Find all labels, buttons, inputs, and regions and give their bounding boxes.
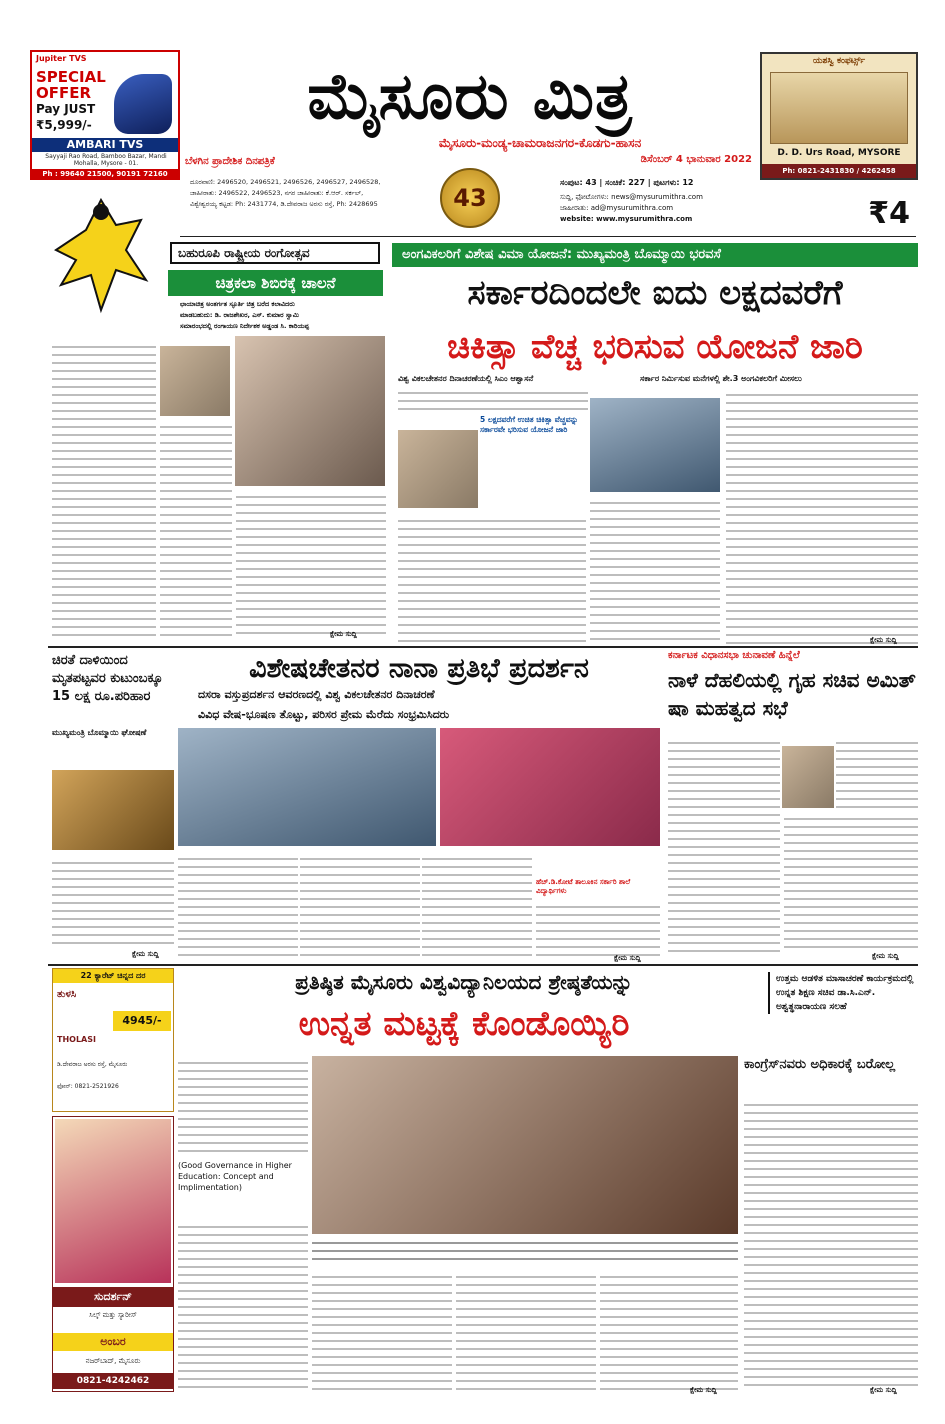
issue-date: ಡಿಸೆಂಬರ್ 4 ಭಾನುವಾರ 2022	[640, 154, 752, 165]
university-headline2: ಉನ್ನತ ಮಟ್ಟಕ್ಕೆ ಕೊಂಡೊಯ್ಯಿರಿ	[298, 1004, 630, 1044]
cheetah-byline: ಕ್ಷೇಮ ಸುದ್ದಿ	[132, 950, 159, 958]
ad-right-yashaswi[interactable]	[760, 52, 918, 180]
gold-brand: ತುಳಸಿ	[57, 989, 77, 1000]
sudarshan-city: ನಜರ್‌ಬಾದ್, ಮೈಸೂರು	[85, 1357, 141, 1365]
email-ad: ಜಾಹೀರಾತು: ad@mysurumithra.com	[560, 204, 674, 212]
gold-rate-title: 22 ಕ್ಯಾರೆಟ್ ಚಿನ್ನದ ದರ	[53, 969, 173, 983]
ad-left-headline3: Pay JUST	[36, 102, 96, 116]
photo-students-group	[178, 728, 436, 846]
top-left-kicker: ಬಹುರೂಪಿ ರಾಷ್ಟ್ರೀಯ ರಂಗೋತ್ಸವ	[170, 242, 380, 264]
congress-headline: ಕಾಂಗ್ರೆಸ್‌ನವರು ಅಧಿಕಾರಕ್ಕೆ ಬರೋಲ್ಲ	[744, 1057, 896, 1072]
amit-shah-body-col3	[784, 812, 918, 952]
gold-address: ಡಿ.ದೇವರಾಜ ಅರಸು ರಸ್ತೆ, ಮೈಸೂರು	[57, 1061, 128, 1068]
website: website: www.mysurumithra.com	[560, 215, 693, 223]
ad-left-tvs[interactable]	[30, 50, 180, 180]
lead-quote: 5 ಲಕ್ಷದವರೆಗೆ ಉಚಿತ ಚಿಕಿತ್ಸಾ ವೆಚ್ಚವನ್ನು ಸರ್ಕಾರವೇ ಭರಿಸುವ ಯೋಜನೆ ಜಾರಿ	[480, 415, 579, 434]
lead-strap: ಅಂಗವಿಕಲರಿಗೆ ವಿಶೇಷ ವಿಮಾ ಯೋಜನೆ: ಮುಖ್ಯಮಂತ್ರಿ ಬೊಮ್ಮಾಯಿ ಭರವಸೆ	[392, 243, 918, 267]
photo-amit-shah	[782, 746, 834, 808]
university-photo-caption	[312, 1236, 738, 1266]
top-left-body-col3	[236, 490, 386, 640]
ad-left-dealer: AMBARI TVS	[32, 138, 178, 152]
ad-right-phone: Ph: 0821-2431830 / 4262458	[762, 164, 916, 178]
exhibition-sub1: ದಸರಾ ವಸ್ತುಪ್ರದರ್ಶನ ಆವರಣದಲ್ಲಿ ವಿಶ್ವ ವಿಕಲಚೇತನರ ದಿನಾಚರಣೆ	[198, 688, 435, 701]
top-left-bullet2: ಮಾಡಬಹುದು: ಡಿ. ರಾಜಶೇಖರ, ಎಸ್. ಕುಮಾರ ಸ್ವಾಮಿ	[180, 311, 299, 319]
building-image	[770, 72, 908, 144]
congress-byline: ಕ್ಷೇಮ ಸುದ್ದಿ	[870, 1386, 897, 1394]
congress-body	[744, 1098, 918, 1390]
email-news: ಸುದ್ದಿ, ಫೋಟೋಗಳು: news@mysurumithra.com	[560, 193, 703, 201]
photo-model-saree	[55, 1119, 171, 1283]
lead-sub1: ವಿಶ್ವ ವಿಕಲಚೇತನರ ದಿನಾಚರಣೆಯಲ್ಲಿ ಸಿಎಂ ಆಶ್ವಾಸನೆ	[398, 374, 534, 383]
sudarshan-brand: ಸುದರ್ಶನ್	[53, 1287, 173, 1307]
scooter-image	[114, 74, 172, 134]
ad-left-headline2: OFFER	[36, 84, 92, 102]
university-side-note: ಉತ್ತಮ ಆಡಳಿತ ಮಾಸಾಚರಣೆ ಕಾರ್ಯಕ್ರಮದಲ್ಲಿ ಉನ್ನತ ಶಿಕ್ಷಣ ಸಚಿವ ಡಾ.ಸಿ.ಎನ್. ಅಶ್ವತ್ಥನಾರಾಯಣ ಸಲಹೆ	[768, 972, 918, 1014]
cheetah-headline: ಚಿರತೆ ದಾಳಿಯಿಂದ ಮೃತಪಟ್ಟವರ ಕುಟುಂಬಕ್ಕೂ 15 ಲಕ್ಷ ರೂ.ಪರಿಹಾರ	[52, 653, 163, 704]
university-body-col3	[456, 1270, 596, 1390]
university-body-col2	[312, 1270, 452, 1390]
phones-line2: ಜಾಹೀರಾತು: 2496522, 2496523, ನಗರ ಜಾಹೀರಾತು: ಕೆ.ಆರ್. ಸರ್ಕಲ್,	[190, 189, 364, 197]
photo-cheetah	[52, 770, 174, 850]
exhibition-byline: ಕ್ಷೇಮ ಸುದ್ದಿ	[614, 954, 641, 962]
issue-info: ಸಂಪುಟ: 43 | ಸಂಚಿಕೆ: 227 | ಪುಟಗಳು: 12	[560, 178, 694, 187]
photo-man-portrait	[160, 346, 230, 416]
amit-shah-headline: ನಾಳೆ ದೆಹಲಿಯಲ್ಲಿ ಗೃಹ ಸಚಿವ ಅಮಿತ್ ಷಾ ಮಹತ್ವದ ಸಭೆ	[668, 668, 916, 720]
exhibition-photo-caption: ಹೆಚ್.ಡಿ.ಕೋಟೆ ತಾಲೂಕಿನ ಸರ್ಕಾರಿ ಶಾಲೆ ವಿದ್ಯಾರ್ಥಿಗಳು	[536, 878, 631, 895]
exhibition-body-col4	[536, 900, 660, 960]
price: ₹4	[868, 196, 910, 231]
university-byline: ಕ್ಷೇಮ ಸುದ್ದಿ	[690, 1386, 717, 1394]
photo-hospital	[590, 398, 720, 492]
cheetah-sub: ಮುಖ್ಯಮಂತ್ರಿ ಬೊಮ್ಮಾಯಿ ಘೋಷಣೆ	[52, 728, 147, 737]
amit-shah-body-col2	[836, 736, 918, 808]
lead-headline1: ಸರ್ಕಾರದಿಂದಲೇ ಐದು ಲಕ್ಷದವರೆಗೆ	[467, 273, 843, 313]
ad-sudarshan[interactable]	[52, 1116, 174, 1392]
ad-left-phone: Ph : 99640 21500, 90191 72160	[32, 169, 178, 180]
newspaper-subtitle: ಮೈಸೂರು-ಮಂಡ್ಯ-ಚಾಮರಾಜನಗರ-ಕೊಡಗು-ಹಾಸನ	[438, 136, 642, 150]
anniversary-badge	[440, 168, 500, 228]
university-body-col4	[600, 1270, 738, 1390]
ad-left-amount: ₹5,999/-	[36, 118, 92, 132]
ad-right-brand: ಯಶಸ್ವಿ ಕಂಫರ್ಟ್ಸ್	[812, 56, 866, 66]
ambara-brand: ಅಂಬರ	[53, 1333, 173, 1351]
amit-shah-body-col1	[668, 736, 780, 952]
sudarshan-sub: ಸಿಲ್ಕ್ ಮತ್ತು ಸ್ಯಾರೀಸ್	[89, 1311, 137, 1319]
ad-left-brand: Jupiter TVS	[36, 54, 87, 63]
amit-shah-byline: ಕ್ಷೇಮ ಸುದ್ದಿ	[872, 952, 899, 960]
lead-byline: ಕ್ಷೇಮ ಸುದ್ದಿ	[870, 636, 897, 644]
lead-body-col2	[398, 514, 586, 644]
university-headline1: ಪ್ರತಿಷ್ಠಿತ ಮೈಸೂರು ವಿಶ್ವವಿದ್ಯಾನಿಲಯದ ಶ್ರೇಷ್ಠತೆಯನ್ನು	[295, 970, 633, 994]
anniversary-number: 43	[453, 184, 487, 212]
section-divider-1	[48, 646, 918, 648]
ad-left-address: Sayyaji Rao Road, Bamboo Bazar, Mandi Mohalla, Mysore - 01.	[45, 153, 167, 167]
exhibition-headline: ವಿಶೇಷಚೇತನರ ನಾನಾ ಪ್ರತಿಭೆ ಪ್ರದರ್ಶನ	[249, 653, 589, 684]
top-left-byline: ಕ್ಷೇಮ ಸುದ್ದಿ	[330, 630, 357, 638]
photo-cm-bommai	[398, 430, 478, 508]
lead-body-col1	[398, 386, 588, 414]
lead-sub2: ಸರ್ಕಾರ ನಿರ್ಮಿಸುವ ಮನೆಗಳಲ್ಲಿ ಶೇ.3 ಅಂಗವಿಕಲರಿಗೆ ಮೀಸಲು	[640, 374, 802, 383]
lead-body-col3	[590, 496, 720, 644]
top-left-bullet1: ಛಾಯಾಚಿತ್ರ ಅಂತರ್ಗತ ಸ್ಫೂರ್ತಿ ಚಿತ್ರ ಬರೆದ ಕಲಾವಿದರು	[180, 300, 295, 308]
top-left-headline: ಚಿತ್ರಕಲಾ ಶಿಬಿರಕ್ಕೆ ಚಾಲನೆ	[168, 270, 383, 296]
university-body-col1	[178, 1220, 308, 1390]
photo-crowd	[440, 728, 660, 846]
ad-right-address: D. D. Urs Road, MYSORE	[777, 148, 901, 158]
section-divider-2	[48, 964, 918, 966]
ad-left-headline1: SPECIAL	[36, 68, 106, 86]
gold-brand-en: THOLASI	[57, 1035, 96, 1044]
university-body-intro	[178, 1056, 308, 1158]
amit-shah-kicker: ಕರ್ನಾಟಕ ವಿಧಾನಸಭಾ ಚುನಾವಣೆ ಹಿನ್ನೆಲೆ	[668, 650, 800, 661]
yellow-dancer-illustration	[46, 190, 166, 320]
gold-rate-value: 4945/-	[113, 1011, 171, 1031]
sudarshan-phone: 0821-4242462	[53, 1373, 173, 1389]
newspaper-title: ಮೈಸೂರು ಮಿತ್ರ	[307, 60, 633, 134]
top-left-body-col2	[160, 420, 232, 640]
lead-headline2: ಚಿಕಿತ್ಸಾ ವೆಚ್ಚ ಭರಿಸುವ ಯೋಜನೆ ಜಾರಿ	[447, 327, 863, 367]
gold-phone: ಫೋನ್: 0821-2521926	[57, 1083, 119, 1090]
lead-body-col4	[726, 388, 918, 644]
university-english-title: (Good Governance in Higher Education: Concept and Implimentation)	[178, 1161, 292, 1192]
cheetah-body	[52, 856, 174, 948]
photo-university-event	[312, 1056, 738, 1234]
exhibition-body-col2	[300, 852, 420, 960]
exhibition-body-col3	[422, 852, 532, 960]
top-left-bullet3: ಸಮಾರಂಭದಲ್ಲಿ ರಂಗಾಯಣ ನಿರ್ದೇಶಕ ಅಡ್ಡಂಡ ಸಿ. ಕಾರಿಯಪ್ಪ	[180, 322, 309, 330]
exhibition-body-col1	[178, 852, 298, 960]
phones-line3: ವಿಶ್ವೇಶ್ವರಯ್ಯ ಕಟ್ಟಡ: Ph: 2431774, ಡಿ.ದೇವರಾಜ ಅರಸು ರಸ್ತೆ, Ph: 2428695	[190, 200, 378, 208]
photo-painting-camp	[235, 336, 385, 486]
ad-gold-rate[interactable]	[52, 968, 174, 1112]
newspaper-tagline: ಬೆಳಗಿನ ಪ್ರಾದೇಶಿಕ ದಿನಪತ್ರಿಕೆ	[185, 156, 275, 167]
top-left-body-col1	[52, 340, 156, 640]
exhibition-sub2: ವಿವಿಧ ವೇಷ-ಭೂಷಣ ತೊಟ್ಟು, ಪರಿಸರ ಪ್ರೇಮ ಮೆರೆದು ಸಂಭ್ರಮಿಸಿದರು	[198, 708, 450, 721]
masthead-divider	[180, 236, 916, 237]
phones-line1: ದೂರವಾಣಿ: 2496520, 2496521, 2496526, 2496527, 2496528,	[190, 178, 381, 186]
